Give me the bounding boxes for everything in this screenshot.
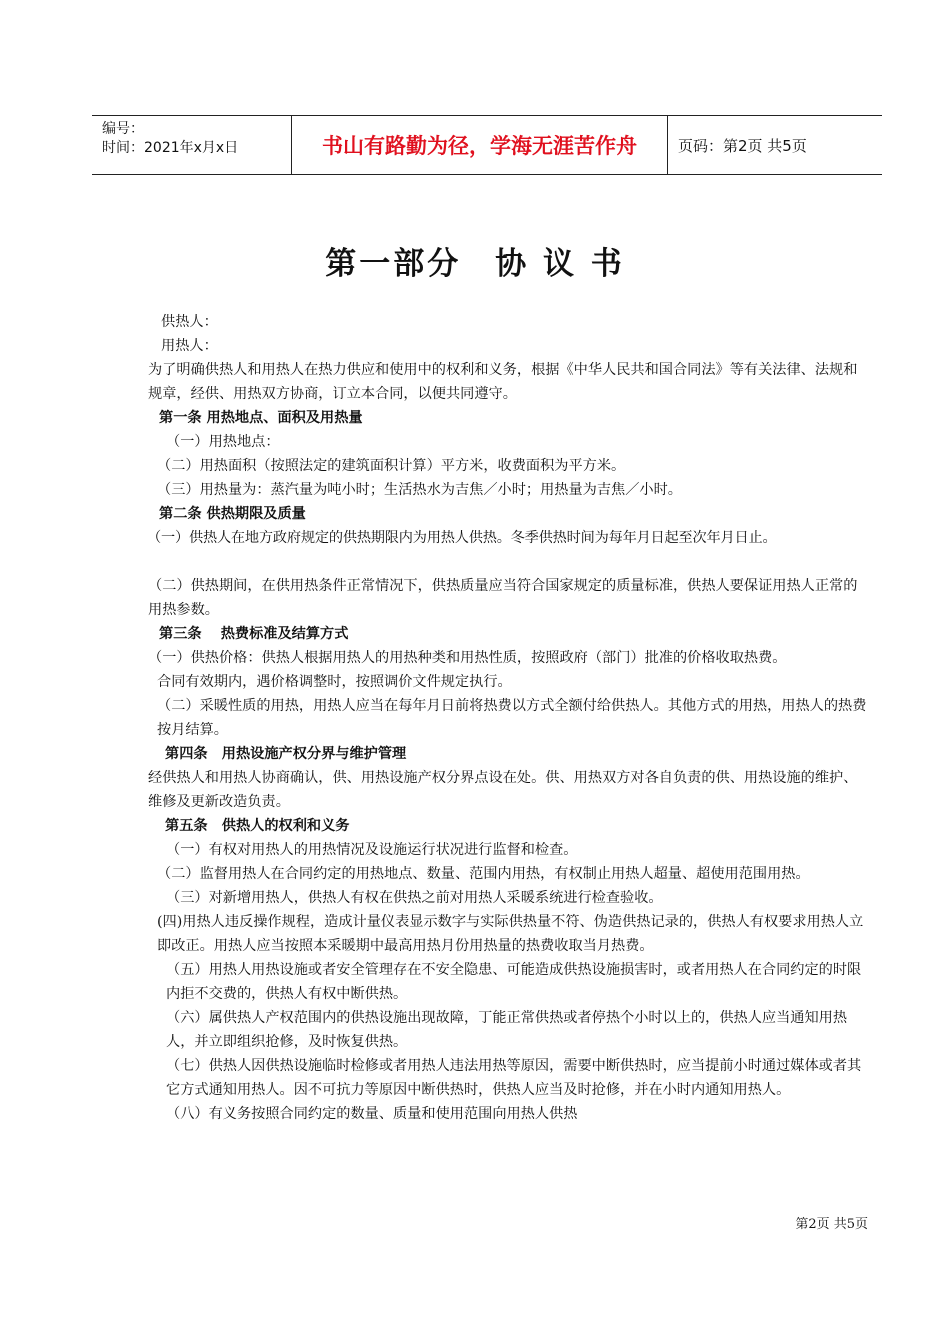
paragraph: （二）采暖性质的用热，用热人应当在每年月日前将热费以方式全额付给供热人。其他方式的用热，用热人的热费按月结算。 <box>157 698 867 738</box>
paragraph: （二）用热面积（按照法定的建筑面积计算）平方米，收费面积为平方米。 <box>157 458 626 474</box>
paragraph: 经供热人和用热人协商确认，供、用热设施产权分界点设在处。供、用热双方对各自负责的供、用热设施的维护、维修及更新改造负责。 <box>148 770 858 810</box>
paragraph: （七）供热人因供热设施临时检修或者用热人违法用热等原因，需要中断供热时，应当提前小时通过媒体或者其它方式通知用热人。因不可抗力等原因中断供热时，供热人应当及时抢修，并在小时内通知用热人。 <box>166 1058 862 1098</box>
document-body <box>113 310 871 1126</box>
paragraph: （一）供热价格：供热人根据用热人的用热种类和用热性质，按照政府（部门）批准的价格收取热费。 <box>148 650 787 666</box>
paragraph: （二）监督用热人在合同约定的用热地点、数量、范围内用热，有权制止用热人超量、超使用范围用热。 <box>157 866 810 882</box>
paragraph: （一）用热地点： <box>166 434 280 450</box>
paragraph: （六）属供热人产权范围内的供热设施出现故障，丁能正常供热或者停热个小时以上的，供热人应当通知用热人，并立即组织抢修，及时恢复供热。 <box>166 1010 848 1050</box>
paragraph: 用热人： <box>161 338 218 354</box>
section-heading: 第五条 供热人的权利和义务 <box>165 818 350 834</box>
paragraph: （三）对新增用热人，供热人有权在供热之前对用热人采暖系统进行检查验收。 <box>166 890 663 906</box>
paragraph: （二）供热期间，在供用热条件正常情况下，供热质量应当符合国家规定的质量标准，供热人要保证用热人正常的用热参数。 <box>148 578 858 618</box>
section-heading: 第四条 用热设施产权分界与维护管理 <box>165 746 407 762</box>
paragraph: 合同有效期内，遇价格调整时，按照调价文件规定执行。 <box>157 674 512 690</box>
paragraph: 为了明确供热人和用热人在热力供应和使用中的权利和义务，根据《中华人民共和国合同法》等有关法律、法规和规章，经供、用热双方协商，订立本合同，以便共同遵守。 <box>148 362 858 402</box>
section-heading: 第三条 热费标准及结算方式 <box>159 626 349 642</box>
paragraph: 供热人： <box>161 314 218 330</box>
paragraph: （八）有义务按照合同约定的数量、质量和使用范围向用热人供热 <box>166 1106 578 1122</box>
header-page-info: 页码：第2页 共5页 <box>678 136 807 155</box>
document-title: 第一部分 协 议 书 <box>325 246 625 282</box>
header-motto: 书山有路勤为径，学海无涯苦作舟 <box>292 116 668 174</box>
time-label: 时间：2021年x月x日 <box>102 140 239 156</box>
paragraph: （一）有权对用热人的用热情况及设施运行状况进行监督和检查。 <box>166 842 578 858</box>
paragraph: （五）用热人用热设施或者安全管理存在不安全隐患、可能造成供热设施损害时，或者用热人在合同约定的时限内拒不交费的，供热人有权中断供热。 <box>166 962 862 1002</box>
section-heading: 第一条 用热地点、面积及用热量 <box>159 410 363 426</box>
document-header <box>92 115 882 175</box>
paragraph: (四)用热人违反操作规程，造成计量仪表显示数字与实际供热量不符、伪造供热记录的，供热人有权要求用热人立即改正。用热人应当按照本采暖期中最高用热月份用热量的热费收取当月热费。 <box>157 914 864 954</box>
page-footer: 第2页 共5页 <box>795 1217 868 1232</box>
number-label: 编号： <box>102 121 144 137</box>
paragraph: （三）用热量为：蒸汽量为吨小时；生活热水为吉焦／小时；用热量为吉焦／小时。 <box>157 482 682 498</box>
paragraph: （一）供热人在地方政府规定的供热期限内为用热人供热。冬季供热时间为每年月日起至次年月日止。 <box>147 530 777 546</box>
section-heading: 第二条 供热期限及质量 <box>159 506 306 522</box>
header-meta <box>92 116 292 174</box>
